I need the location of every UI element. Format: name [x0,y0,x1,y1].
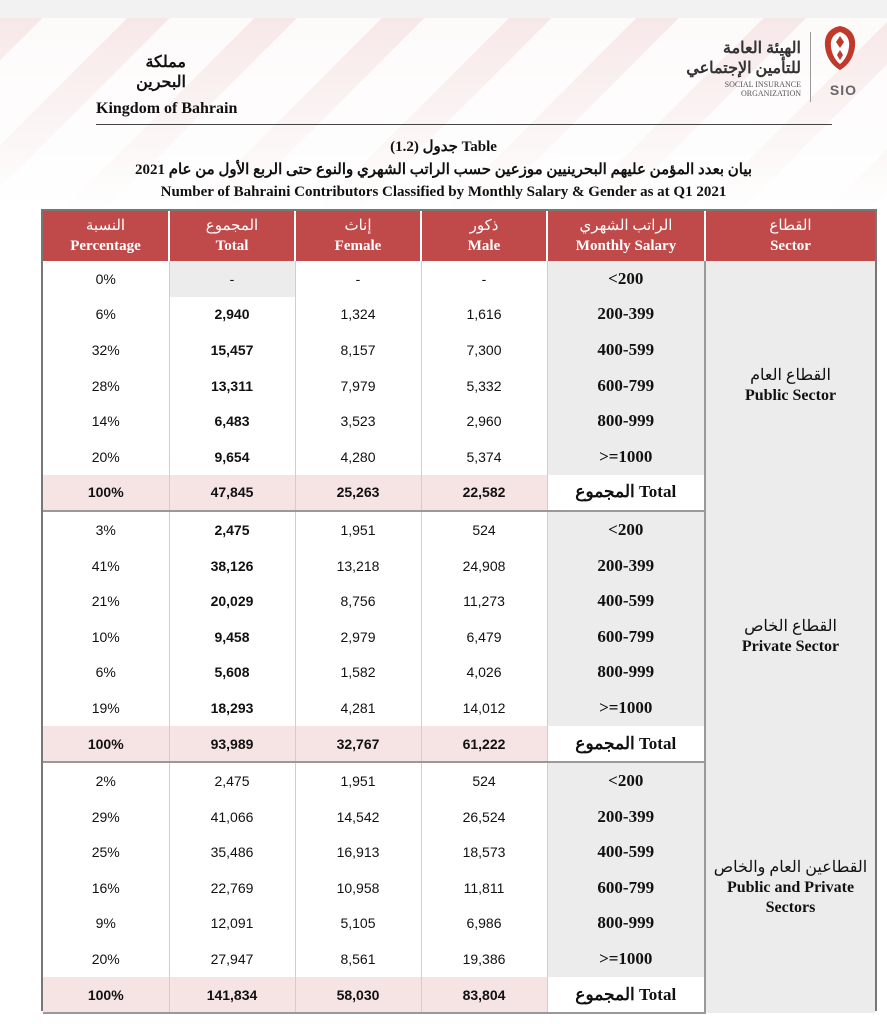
col-header-percentage: النسبة Percentage [43,211,169,261]
cell-male: 6,479 [421,619,547,655]
cell-male: 11,811 [421,870,547,906]
cell-salary: 400-599 [547,583,705,619]
cell-total: 2,475 [169,762,295,799]
cell-male: 19,386 [421,941,547,977]
sio-logo [663,24,873,104]
data-table [43,211,875,1014]
cell-total: 6,483 [169,403,295,439]
cell-percentage: 19% [43,690,169,726]
cell-salary: 400-599 [547,332,705,368]
cell-total: 35,486 [169,835,295,871]
cell-female: 8,756 [295,583,421,619]
col-header-total: المجموع Total [169,211,295,261]
cell-male: 1,616 [421,297,547,333]
cell-total: 2,940 [169,297,295,333]
cell-percentage: 14% [43,403,169,439]
cell-total: 47,845 [169,475,295,512]
top-strip [0,0,887,18]
cell-salary: 600-799 [547,368,705,404]
cell-total: 5,608 [169,655,295,691]
cell-male: 524 [421,762,547,799]
col-header-female: إناث Female [295,211,421,261]
sector-name-ar: القطاع الخاص [744,617,837,635]
cell-percentage: 10% [43,619,169,655]
cell-salary: <200 [547,511,705,548]
table-row [43,261,875,297]
org-name-ar-line1: الهيئة العامة [723,40,801,57]
cell-total: 22,769 [169,870,295,906]
cell-total: 9,654 [169,439,295,475]
kingdom-heading [96,52,237,118]
cell-total: 41,066 [169,799,295,835]
cell-female: 3,523 [295,403,421,439]
kingdom-name-en: Kingdom of Bahrain [96,100,238,117]
cell-male: 22,582 [421,475,547,512]
cell-female: 1,951 [295,511,421,548]
cell-female: 1,324 [295,297,421,333]
cell-percentage: 100% [43,977,169,1014]
cell-male: 5,332 [421,368,547,404]
cell-percentage: 100% [43,475,169,512]
cell-total: 2,475 [169,511,295,548]
contributors-table [41,209,877,1011]
cell-female: 4,280 [295,439,421,475]
cell-total: 20,029 [169,583,295,619]
cell-total: 27,947 [169,941,295,977]
cell-male: 18,573 [421,835,547,871]
cell-percentage: 6% [43,655,169,691]
org-abbreviation: SIO [829,82,857,98]
cell-female: 25,263 [295,475,421,512]
cell-percentage: 3% [43,511,169,548]
cell-male: 524 [421,511,547,548]
cell-salary: 800-999 [547,906,705,942]
org-name-en-line1: SOCIAL INSURANCE [724,80,801,89]
cell-percentage: 6% [43,297,169,333]
cell-male: 26,524 [421,799,547,835]
cell-salary: 600-799 [547,619,705,655]
kingdom-name-ar: مملكة البحرين [136,54,186,91]
cell-total: 13,311 [169,368,295,404]
cell-female: 32,767 [295,726,421,763]
cell-female: - [295,261,421,297]
total-label: Total المجموع [547,726,705,763]
sector-label [705,261,875,511]
cell-percentage: 0% [43,261,169,297]
cell-salary: <200 [547,762,705,799]
cell-total: 141,834 [169,977,295,1014]
cell-total: 38,126 [169,548,295,584]
cell-percentage: 25% [43,835,169,871]
cell-percentage: 16% [43,870,169,906]
org-name-ar-line2: للتأمين الإجتماعي [686,60,801,77]
table-row [43,762,875,799]
sector-name-ar: القطاعين العام والخاص [713,858,868,876]
cell-total: 93,989 [169,726,295,763]
cell-female: 14,542 [295,799,421,835]
total-label: Total المجموع [547,475,705,512]
header-divider [96,124,832,125]
cell-male: 11,273 [421,583,547,619]
org-name-en [691,80,801,98]
cell-salary: 600-799 [547,870,705,906]
cell-female: 7,979 [295,368,421,404]
cell-female: 58,030 [295,977,421,1014]
cell-percentage: 100% [43,726,169,763]
cell-female: 16,913 [295,835,421,871]
cell-male: 83,804 [421,977,547,1014]
cell-total: 15,457 [169,332,295,368]
cell-salary: >=1000 [547,941,705,977]
cell-male: 4,026 [421,655,547,691]
col-header-sector: القطاع Sector [705,211,875,261]
emblem-icon [821,24,859,72]
logo-divider [810,32,811,102]
col-header-male: ذكور Male [421,211,547,261]
sector-name-en: Public Sector [744,387,837,405]
cell-salary: >=1000 [547,439,705,475]
sector-name-ar: القطاع العام [750,367,831,385]
cell-percentage: 9% [43,906,169,942]
cell-salary: 800-999 [547,655,705,691]
table-number: جدول (1.2) Table [390,139,497,155]
cell-male: 24,908 [421,548,547,584]
cell-female: 5,105 [295,906,421,942]
cell-total: - [169,261,295,297]
table-row [43,511,875,548]
cell-salary: 400-599 [547,835,705,871]
sector-name-en-line2: Sectors [765,898,816,916]
sector-name-en: Private Sector [741,637,840,655]
table-title-ar: بيان بعدد المؤمن عليهم البحرينيين موزعين حسب الراتب الشهري والنوع حتى الربع الأول من عام 2021 [134,162,753,178]
cell-female: 13,218 [295,548,421,584]
org-name-en-line2: ORGANIZATION [741,89,801,98]
cell-female: 4,281 [295,690,421,726]
cell-total: 12,091 [169,906,295,942]
cell-total: 18,293 [169,690,295,726]
cell-percentage: 21% [43,583,169,619]
cell-female: 10,958 [295,870,421,906]
cell-male: 5,374 [421,439,547,475]
cell-male: 2,960 [421,403,547,439]
cell-percentage: 41% [43,548,169,584]
col-header-salary: الراتب الشهري Monthly Salary [547,211,705,261]
cell-male: 61,222 [421,726,547,763]
cell-salary: 200-399 [547,799,705,835]
cell-percentage: 2% [43,762,169,799]
cell-male: 14,012 [421,690,547,726]
cell-female: 8,157 [295,332,421,368]
table-body [43,261,875,1013]
cell-salary: >=1000 [547,690,705,726]
cell-salary: 200-399 [547,548,705,584]
cell-percentage: 32% [43,332,169,368]
sector-label [705,762,875,1013]
table-header-row [43,211,875,261]
cell-percentage: 29% [43,799,169,835]
sector-label [705,511,875,762]
total-label: Total المجموع [547,977,705,1014]
cell-salary: 200-399 [547,297,705,333]
table-title-en: Number of Bahraini Contributors Classified by Monthly Salary & Gender as at Q1 2021 [160,184,727,200]
sector-name-en: Public and Private [726,878,855,896]
cell-female: 1,951 [295,762,421,799]
cell-salary: 800-999 [547,403,705,439]
cell-salary: <200 [547,261,705,297]
cell-percentage: 20% [43,439,169,475]
cell-female: 2,979 [295,619,421,655]
cell-male: 6,986 [421,906,547,942]
cell-percentage: 28% [43,368,169,404]
cell-female: 1,582 [295,655,421,691]
cell-male: - [421,261,547,297]
cell-total: 9,458 [169,619,295,655]
cell-female: 8,561 [295,941,421,977]
cell-percentage: 20% [43,941,169,977]
cell-male: 7,300 [421,332,547,368]
